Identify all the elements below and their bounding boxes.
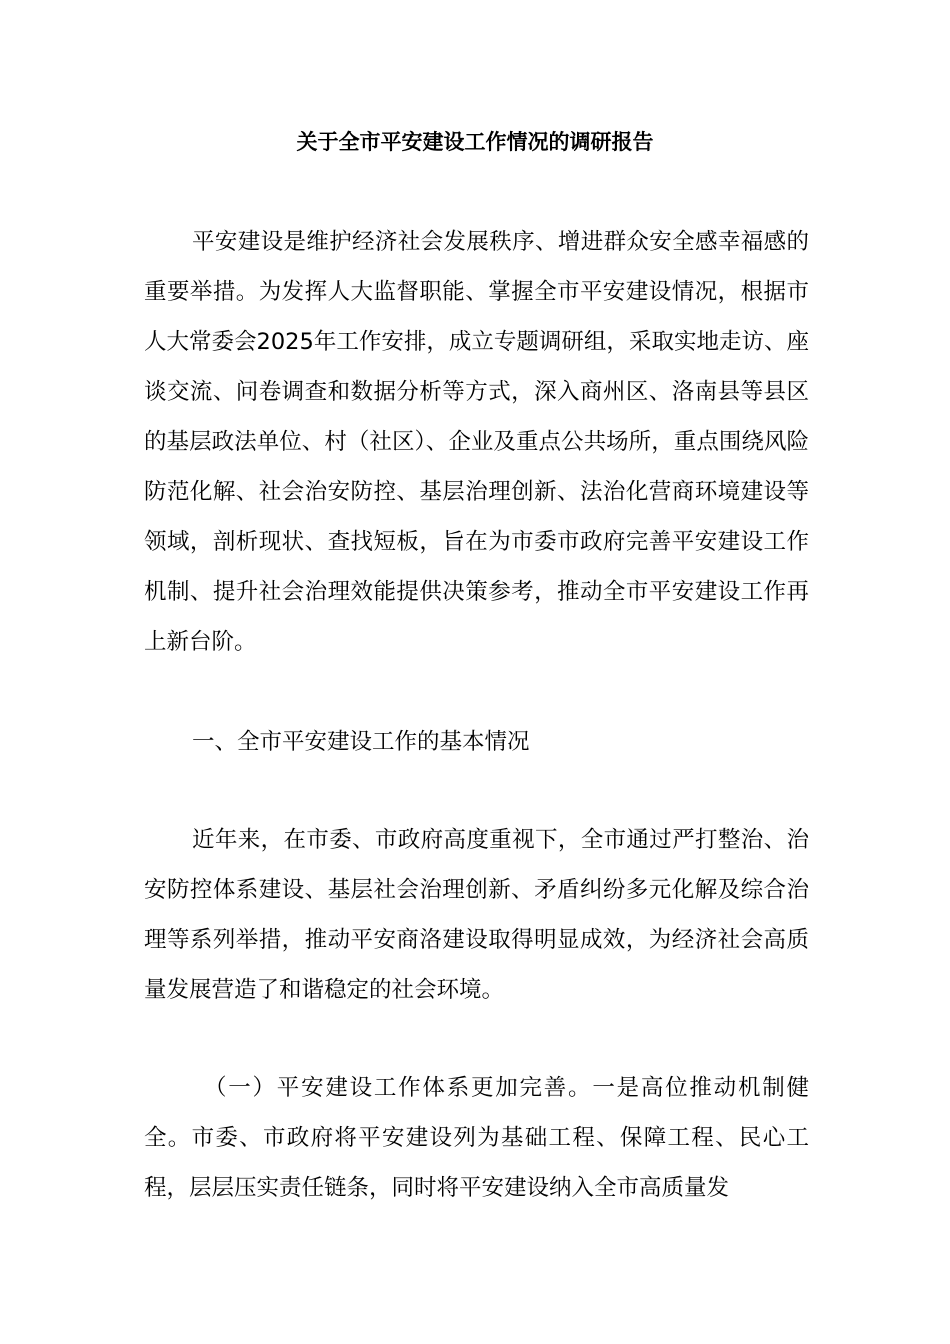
subsection-paragraph-block: [144, 1063, 809, 1213]
document-title: 关于全市平安建设工作情况的调研报告: [296, 130, 654, 154]
section-heading: 一、全市平安建设工作的基本情况: [192, 729, 530, 755]
intro-paragraph-block: [144, 217, 809, 667]
subsection-paragraph: （一）平安建设工作体系更加完善。一是高位推动机制健全。市委、市政府将平安建设列为基础工程、保障工程、民心工程，层层压实责任链条，同时将平安建设纳入全市高质量发: [144, 1075, 809, 1201]
overview-paragraph: 近年来，在市委、市政府高度重视下，全市通过严打整治、治安防控体系建设、基层社会治理创新、矛盾纠纷多元化解及综合治理等系列举措，推动平安商洛建设取得明显成效，为经济社会高质量发展营造了和谐稳定的社会环境。: [144, 827, 809, 1003]
overview-paragraph-block: [144, 815, 809, 1015]
intro-paragraph: 平安建设是维护经济社会发展秩序、增进群众安全感幸福感的重要举措。为发挥人大监督职能、掌握全市平安建设情况，根据市人大常委会2025年工作安排，成立专题调研组，采取实地走访、座谈交流、问卷调查和数据分析等方式，深入商州区、洛南县等县区的基层政法单位、村（社区）、企业及重点公共场所，重点围绕风险防范化解、社会治安防控、基层治理创新、法治化营商环境建设等领域，剖析现状、查找短板，旨在为市委市政府完善平安建设工作机制、提升社会治理效能提供决策参考，推动全市平安建设工作再上新台阶。: [144, 229, 809, 655]
section-heading-block: [144, 717, 809, 767]
